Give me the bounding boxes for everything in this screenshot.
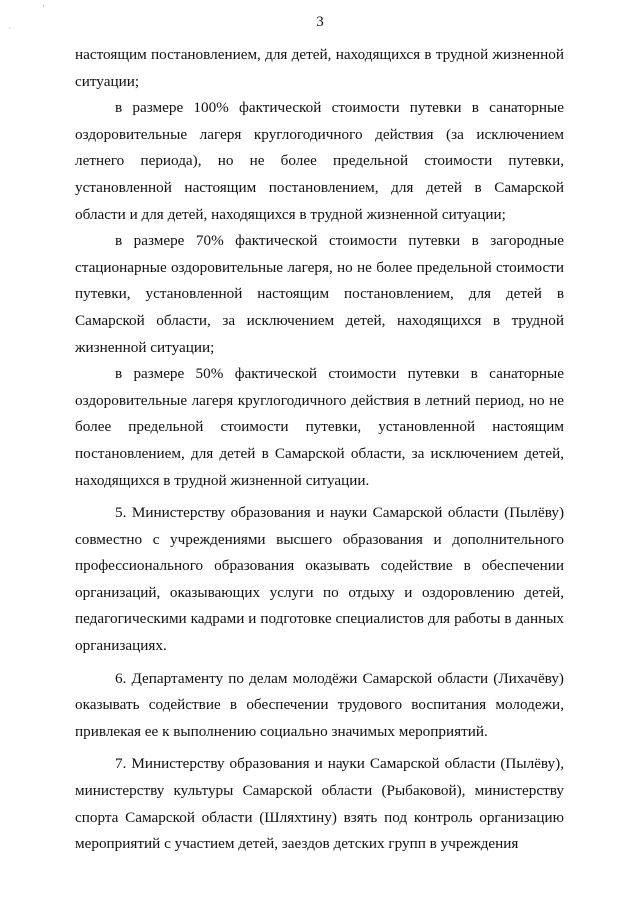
paragraph-100-percent: в размере 100% фактической стоимости путевки в санаторные оздоровительные лагеря круглогодичного действия (за исключением летнего периода), но не более предельной стоимости путевки, установленной настоящим постановлением, для детей в Самарской области и для детей, находящихся в трудной жизненной ситуации; <box>75 99 564 223</box>
document-body <box>75 42 564 858</box>
clause-5: 5. Министерству образования и науки Самарской области (Пылёву) совместно с учреждениями высшего образования и дополнительного профессионального образования оказывать содействие в обеспечении организаций, оказывающих услуги по отдыху и оздоровлению детей, педагогическими кадрами и подготовке специалистов для работы в данных организациях. <box>75 504 564 655</box>
page-number: 3 <box>316 14 324 30</box>
scan-speck: · <box>8 24 11 33</box>
paragraph-continuation: настоящим постановлением, для детей, находящихся в трудной жизненной ситуации; <box>75 46 564 90</box>
clause-6: 6. Департаменту по делам молодёжи Самарской области (Лихачёву) оказывать содействие в обеспечении трудового воспитания молодежи, привлекая ее к выполнению социально значимых мероприятий. <box>75 669 564 740</box>
clause-7: 7. Министерству образования и науки Самарской области (Пылёву), министерству культуры Самарской области (Рыбаковой), министерству спорта Самарской области (Шляхтину) взять под контроль организацию мероприятий с участием детей, заездов детских групп в учреждения <box>75 755 564 853</box>
paragraph-70-percent: в размере 70% фактической стоимости путевки в загородные стационарные оздоровительные лагеря, но не более предельной стоимости путевки, установленной настоящим постановлением, для детей в Самарской области, за исключением детей, находящихся в трудной жизненной ситуации; <box>75 232 564 356</box>
paragraph-50-percent: в размере 50% фактической стоимости путевки в санаторные оздоровительные лагеря круглогодичного действия в летний период, но не более предельной стоимости путевки, установленной настоящим постановлением, для детей в Самарской области, за исключением детей, находящихся в трудной жизненной ситуации. <box>75 365 564 489</box>
scan-speck: · <box>42 2 45 12</box>
